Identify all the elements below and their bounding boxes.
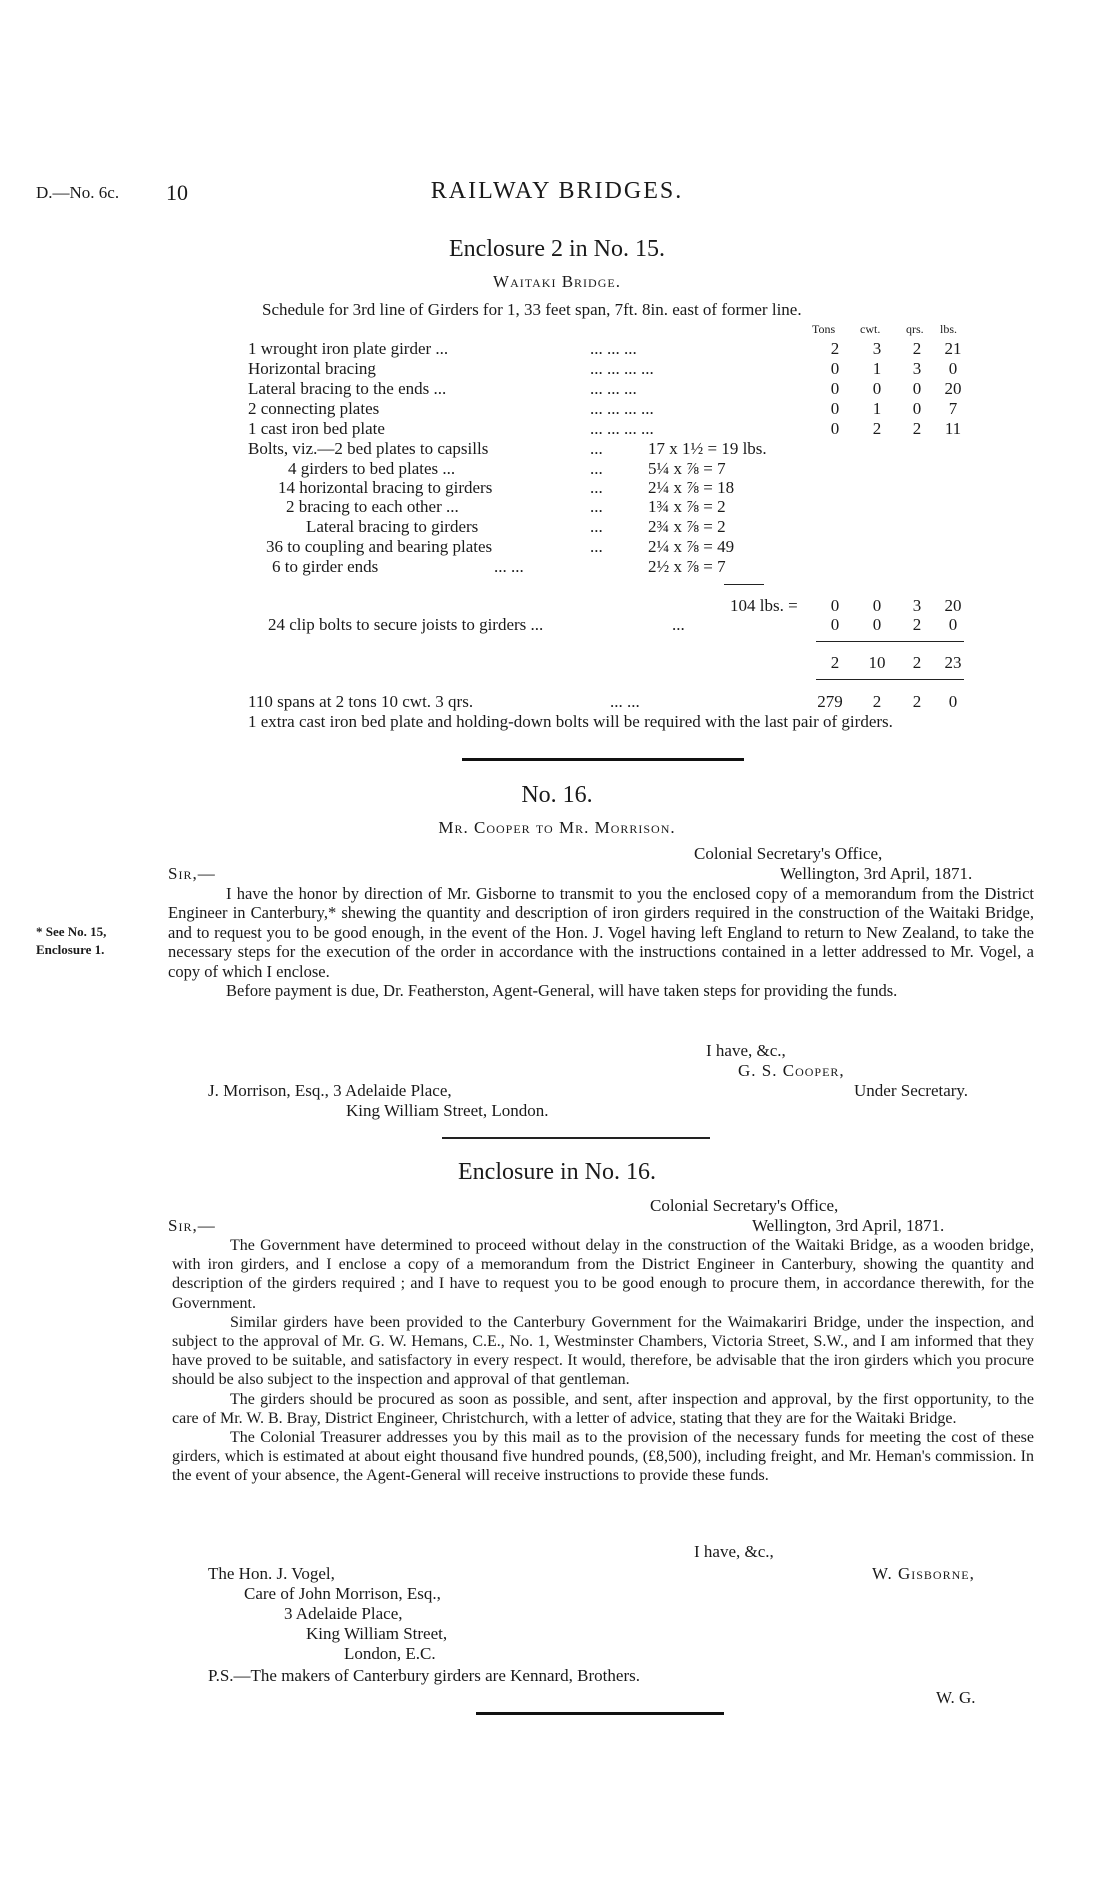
enc16-body	[172, 1236, 1034, 1486]
enc16-addressee: Care of John Morrison, Esq.,	[244, 1584, 441, 1603]
enc16-addressee: London, E.C.	[344, 1644, 436, 1663]
sum-rule	[816, 641, 964, 642]
no16-office: Colonial Secretary's Office,	[694, 844, 883, 863]
sum-rule	[816, 679, 964, 680]
waitaki-subheading: Waitaki Bridge.	[493, 272, 621, 291]
no16-date: Wellington, 3rd April, 1871.	[780, 864, 973, 883]
extra-note: 1 extra cast iron bed plate and holding-down bolts will be required with the last pair of girders.	[248, 712, 893, 731]
no16-salutation: Sir,—	[168, 864, 216, 883]
margin-note: Enclosure 1.	[36, 942, 105, 957]
col-cwt: cwt.	[860, 322, 881, 336]
section-divider	[462, 758, 744, 761]
enc16-postscript: P.S.—The makers of Canterbury girders are Kennard, Brothers.	[208, 1666, 640, 1685]
no16-signer: G. S. Cooper,	[738, 1061, 845, 1080]
no16-addressee: J. Morrison, Esq., 3 Adelaide Place,	[208, 1081, 452, 1100]
paragraph: The girders should be procured as soon as possible, and sent, after inspection and approval, by the first opportunity, to the care of Mr. W. B. Bray, District Engineer, Christchurch, with a letter of advice, stating that they are for the Waitaki Bridge.	[172, 1390, 1034, 1427]
enc16-addressee: The Hon. J. Vogel,	[208, 1564, 335, 1583]
schedule-title: Schedule for 3rd line of Girders for 1, 33 feet span, 7ft. 8in. east of former line.	[262, 300, 802, 319]
enc16-heading: Enclosure in No. 16.	[458, 1159, 656, 1185]
col-lbs: lbs.	[940, 322, 958, 336]
doc-reference: D.—No. 6c.	[36, 183, 120, 202]
page-number: 10	[166, 180, 188, 205]
sum-rule	[724, 584, 764, 585]
paragraph: I have the honor by direction of Mr. Gisborne to transmit to you the enclosed copy of a memorandum from the District Engineer in Canterbury,* shewing the quantity and description of iron girders required in the construction of the Waitaki Bridge, and to request you to be good enough, in the event of the Hon. J. Vogel having left England to return to New Zealand, to take the necessary steps for the execution of the order in accordance with the instructions contained in a letter addressed to Mr. Vogel, a copy of which I enclose.	[168, 884, 1034, 981]
section-divider	[442, 1137, 710, 1139]
no16-addressee: King William Street, London.	[346, 1101, 549, 1120]
no16-body	[168, 884, 1034, 1000]
enc16-addressee: King William Street,	[306, 1624, 448, 1643]
paragraph: Similar girders have been provided to the Canterbury Government for the Waimakariri Bridge, under the inspection, and subject to the approval of Mr. G. W. Hemans, C.E., No. 1, Westminster Chambers, Victoria Street, S.W., and I am informed that they have proved to be suitable, and satisfactory in every respect. It would, therefore, be advisable that the iron girders which you procure should be also subject to the inspection and approval of that gentleman.	[172, 1313, 1034, 1389]
page-title: RAILWAY BRIDGES.	[430, 178, 684, 204]
enc16-closing: I have, &c.,	[694, 1542, 774, 1561]
enc16-salutation: Sir,—	[168, 1216, 216, 1235]
no16-signer-title: Under Secretary.	[854, 1081, 969, 1100]
no16-heading: No. 16.	[521, 782, 593, 808]
paragraph: The Colonial Treasurer addresses you by this mail as to the provision of the necessary funds for meeting the cost of these girders, which is estimated at about eight thousand five hundred pounds, (£8,500), including freight, and Mr. Heman's commission. In the event of your absence, the Agent-General will receive instructions to provide these funds.	[172, 1429, 1034, 1485]
no16-closing: I have, &c.,	[706, 1041, 786, 1060]
paragraph: The Government have determined to proceed without delay in the construction of the Waitaki Bridge, as a wooden bridge, with iron girders, and I enclose a copy of a memorandum from the District Engineer in Canterbury, showing the quantity and description of the girders required ; and I have to request you to be good enough to procure them, in accordance therewith, for the Government.	[172, 1237, 1034, 1312]
enc16-addressee: 3 Adelaide Place,	[284, 1604, 403, 1623]
no16-subheading: Mr. Cooper to Mr. Morrison.	[438, 818, 676, 837]
paragraph: Before payment is due, Dr. Featherston, Agent-General, will have taken steps for providing the funds.	[226, 981, 898, 1001]
col-qrs: qrs.	[906, 322, 924, 336]
enc16-signer: W. Gisborne,	[872, 1564, 975, 1583]
margin-note: * See No. 15,	[36, 924, 107, 939]
enclosure-2-heading: Enclosure 2 in No. 15.	[449, 236, 665, 262]
col-tons: Tons	[812, 322, 836, 336]
enc16-initials: W. G.	[936, 1688, 976, 1707]
section-divider	[476, 1712, 724, 1715]
enc16-date: Wellington, 3rd April, 1871.	[752, 1216, 945, 1235]
enc16-office: Colonial Secretary's Office,	[650, 1196, 839, 1215]
